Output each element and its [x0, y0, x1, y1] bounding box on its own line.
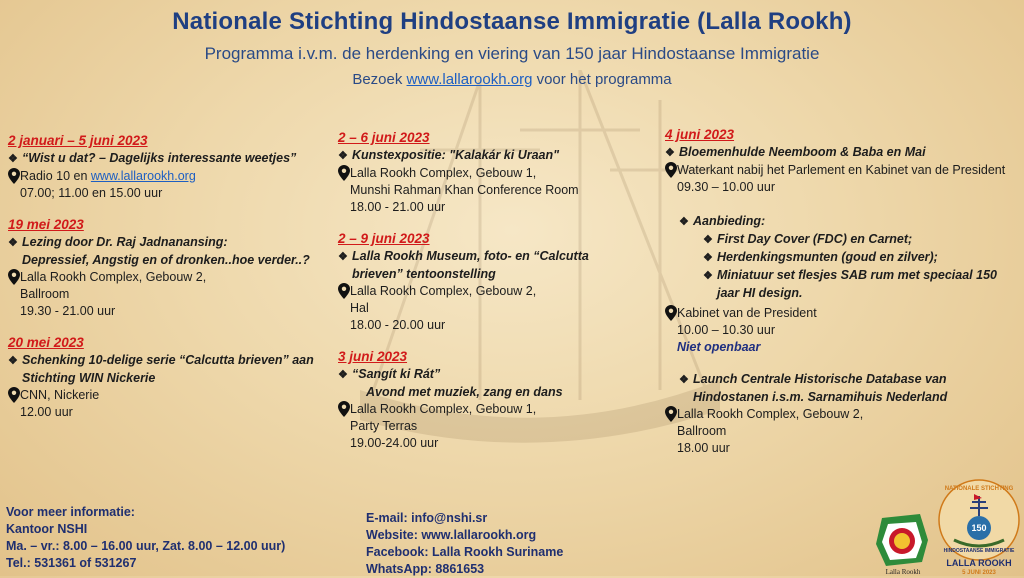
event-date: 20 mei 2023	[8, 335, 84, 350]
online-contacts	[366, 510, 563, 578]
event-date: 3 juni 2023	[338, 349, 408, 364]
event-location: Radio 10 en www.lallarookh.org	[8, 168, 338, 185]
event-title: ❖ Lalla Rookh Museum, foto- en “Calcutta brieven” tentoonstelling	[338, 249, 589, 281]
event-location: Lalla Rookh Complex, Gebouw 2,	[338, 283, 638, 300]
event-location-detail: Party Terras	[350, 419, 418, 433]
event-title: ❖ Kunstexpositie: "Kalakár ki Uraan"	[338, 147, 638, 165]
event-time: 18.00 - 20.00 uur	[350, 318, 446, 332]
contact-heading: Voor meer informatie:	[6, 505, 135, 519]
diamond-bullet-icon: ❖	[338, 369, 348, 381]
website-link[interactable]: www.lallarookh.org	[90, 169, 196, 183]
location-pin-icon	[338, 165, 350, 181]
event-block	[338, 348, 638, 452]
location-pin-icon	[665, 162, 677, 178]
event-subtitle: Depressief, Angstig en of dronken..hoe verder..?	[22, 253, 310, 267]
event-block	[8, 132, 338, 202]
website-link[interactable]: Website: www.lallarookh.org	[366, 528, 537, 542]
event-subtitle: Avond met muziek, zang en dans	[366, 385, 563, 399]
event-time: 19.00-24.00 uur	[350, 436, 439, 450]
location-pin-icon	[665, 305, 677, 321]
svg-text:NATIONALE STICHTING: NATIONALE STICHTING	[944, 486, 1014, 492]
diamond-bullet-icon: ❖	[703, 252, 713, 264]
svg-text:5 JUNI 2023: 5 JUNI 2023	[962, 570, 996, 576]
event-block	[338, 230, 638, 334]
offer-item: ❖ Herdenkingsmunten (goud en zilver);	[665, 249, 1015, 267]
event-title: ❖ Bloemenhulde Neemboom & Baba en Mai	[665, 144, 1015, 162]
private-note: Niet openbaar	[677, 340, 761, 354]
event-time: 10.00 – 10.30 uur	[677, 323, 775, 337]
event-location: Waterkant nabij het Parlement en Kabinet van de President	[665, 162, 1015, 179]
event-time: 18.00 uur	[677, 441, 730, 455]
event-time: 07.00; 11.00 en 15.00 uur	[20, 186, 163, 200]
svg-text:150: 150	[971, 523, 987, 533]
location-pin-icon	[8, 269, 20, 285]
whatsapp-number: WhatsApp: 8861653	[366, 562, 485, 576]
diamond-bullet-icon: ❖	[8, 237, 18, 249]
diamond-bullet-icon: ❖	[338, 150, 348, 162]
svg-text:LALLA ROOKH: LALLA ROOKH	[946, 558, 1012, 568]
event-location: Lalla Rookh Complex, Gebouw 1,	[338, 165, 638, 182]
contact-info	[6, 504, 285, 572]
event-location: Kabinet van de President	[665, 305, 1015, 322]
event-block	[338, 129, 638, 216]
page-subtitle: Programma i.v.m. de herdenking en viering van 150 jaar Hindostaanse Immigratie	[204, 44, 820, 63]
event-location-detail: Hal	[350, 301, 369, 315]
location-pin-icon	[338, 401, 350, 417]
diamond-bullet-icon: ❖	[679, 216, 689, 228]
website-link[interactable]: www.lallarookh.org	[406, 71, 533, 88]
event-location: CNN, Nickerie	[8, 387, 338, 404]
event-date: 2 januari – 5 juni 2023	[8, 133, 148, 148]
event-time: 09.30 – 10.00 uur	[677, 180, 775, 194]
event-location-detail: Munshi Rahman Khan Conference Room	[350, 183, 579, 197]
location-pin-icon	[8, 168, 20, 184]
offer-item: ❖ First Day Cover (FDC) en Carnet;	[665, 231, 1015, 249]
event-location-detail: Ballroom	[20, 287, 70, 301]
visit-line	[0, 71, 1024, 88]
visit-prefix: Bezoek	[352, 71, 407, 88]
launch-title: ❖ Launch Centrale Historische Database van Hindostanen i.s.m. Sarnamihuis Nederland	[679, 372, 948, 404]
event-time: 12.00 uur	[20, 405, 73, 419]
event-location: Lalla Rookh Complex, Gebouw 2,	[665, 406, 1015, 423]
svg-text:Lalla Rookh: Lalla Rookh	[885, 568, 921, 576]
event-time: 18.00 - 21.00 uur	[350, 200, 446, 214]
event-block	[8, 216, 338, 320]
diamond-bullet-icon: ❖	[703, 270, 713, 282]
anniversary-logo	[934, 476, 1024, 576]
location-pin-icon	[665, 406, 677, 422]
visit-suffix: voor het programma	[532, 71, 672, 88]
event-block	[8, 334, 338, 421]
event-location: Lalla Rookh Complex, Gebouw 1,	[338, 401, 638, 418]
event-location: Lalla Rookh Complex, Gebouw 2,	[8, 269, 338, 286]
diamond-bullet-icon: ❖	[8, 153, 18, 165]
location-pin-icon	[8, 387, 20, 403]
page-title: Nationale Stichting Hindostaanse Immigratie (Lalla Rookh)	[172, 8, 852, 35]
diamond-bullet-icon: ❖	[703, 234, 713, 246]
event-time: 19.30 - 21.00 uur	[20, 304, 116, 318]
offer-item: ❖ Miniatuur set flesjes SAB rum met speciaal 150 jaar HI design.	[703, 268, 997, 300]
event-title: ❖ “Sangít ki Rát”	[338, 366, 638, 384]
event-title: ❖ Schenking 10-delige serie “Calcutta brieven” aan Stichting WIN Nickerie	[8, 353, 314, 385]
event-title: ❖ “Wist u dat? – Dagelijks interessante weetjes”	[8, 150, 338, 168]
lalla-rookh-logo	[872, 510, 934, 576]
event-date: 2 – 9 juni 2023	[338, 231, 430, 246]
column-middle	[338, 129, 638, 466]
facebook-link[interactable]: Facebook: Lalla Rookh Suriname	[366, 545, 564, 559]
column-right	[665, 126, 1015, 457]
event-date: 2 – 6 juni 2023	[338, 130, 430, 145]
svg-text:HINDOSTAANSE IMMIGRATIE: HINDOSTAANSE IMMIGRATIE	[943, 548, 1015, 554]
diamond-bullet-icon: ❖	[8, 355, 18, 367]
event-location-detail: Ballroom	[677, 424, 727, 438]
diamond-bullet-icon: ❖	[665, 147, 675, 159]
office-name: Kantoor NSHI	[6, 522, 88, 536]
column-left	[8, 132, 338, 435]
event-date: 19 mei 2023	[8, 217, 84, 232]
diamond-bullet-icon: ❖	[338, 251, 348, 263]
email-link[interactable]: E-mail: info@nshi.sr	[366, 511, 488, 525]
phone-numbers: Tel.: 531361 of 531267	[6, 556, 137, 570]
location-pin-icon	[338, 283, 350, 299]
diamond-bullet-icon: ❖	[679, 374, 689, 386]
office-hours: Ma. – vr.: 8.00 – 16.00 uur, Zat. 8.00 – 12.00 uur)	[6, 539, 286, 553]
event-date: 4 juni 2023	[665, 127, 735, 142]
event-title: ❖ Lezing door Dr. Raj Jadnanansing:	[8, 234, 338, 252]
offer-title: ❖ Aanbieding:	[665, 213, 1015, 231]
